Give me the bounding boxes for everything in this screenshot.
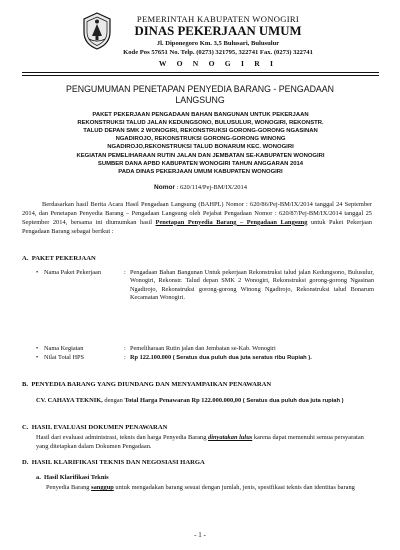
hps-amount-words: ( Seratus dua puluh dua juta seratus ribu Rupiah ). [171,355,312,361]
clarification-text: Penyedia Barang [46,484,92,491]
detail-value: Pemeliharaan Rutin jalan dan Jembatan se-Kab. Wonogiri [130,345,276,352]
subsection-a-title: Hasil Klarifikasi Teknis [44,474,109,481]
document-number [22,184,379,191]
header-divider-thick [22,72,379,73]
company-name: CV. CAHAYA TEKNIK, [36,397,103,404]
evaluation-text: Hasil dari evaluasi administrasi, teknis dan harga Penyedia Barang [36,434,209,441]
bullet-icon: • [36,354,39,361]
section-d-letter: D. [22,459,29,466]
detail-value [130,354,374,362]
subsection-a-letter: a. [36,474,41,481]
detail-colon: : [124,269,126,276]
bullet-icon: • [36,345,39,352]
detail-label: Nilai Total HPS [44,354,85,361]
header-city: W O N O G I R I [158,59,278,68]
detail-value: Pengadaan Bahan Bangunan Untuk pekerjaan Rekonstruksi talud jalan Kedungsono, Bulusulur, Wonogiri, Rekonstr. Talud depan SMK 2 Wonogiri, Rekonstruksi gorong-gorong Ngasinan Ngadirojo, Rekonstruksi gorong-gorong Winong Ngadirojo, Rekonstruksi talud Bonarum Kecamatan Wonogiri. [130,269,374,301]
section-b-heading [22,381,271,388]
detail-colon: : [124,345,126,352]
header-government: PEMERINTAH KABUPATEN WONOGIRI [136,14,300,24]
section-c-letter: C. [22,424,29,431]
page-number: - 1 - [194,531,206,539]
intro-text-end: untuk Paket Pekerjaan Pengadaan Barang sebagai berikut : [22,218,372,235]
header-address: Jl. Diponegoro Km. 3,5 Bulusari, Bulusulur [156,40,280,47]
section-c-heading [22,424,167,431]
detail-colon: : [124,354,126,361]
subtitle-line: KEGIATAN PEMELIHARAAN RUTIN JALAN DAN JEMBATAN SE-KABUPATEN WONOGIRI [76,153,325,159]
subtitle-line: NGADIROJO,REKONSTRUKSI TALUD BONARUM KEC. WONOGIRI [107,144,294,150]
subtitle-line: NGADIROJO, REKONSTRUKSI GORONG-GORONG WINONG [115,136,286,142]
section-a-title: PAKET PEKERJAAN [31,255,96,262]
announcement-title-line2: LANGSUNG [175,95,225,105]
clarification-underlined: sanggup [91,484,114,491]
subsection-a-heading [36,474,109,481]
offer-connector: dengan [102,397,125,404]
announcement-title: PENGUMUMAN PENETAPAN PENYEDIA BARANG - PENGADAAN [65,84,335,94]
intro-text: Berdasarkan hasil Berita Acara Hasil Pengadaan Langsung (BAHPL) Nomor : 620/86/Pej-BM/IX/2014 tanggal 24 September 2014, dan Penetapan Penyedia Barang – Pengadaan Langsung oleh Pejabat Pengadaan Nomor : 620/87/Pej-BM/IX/2014 tanggal 25 September 2014, bersama ini diumumkan hasil [22,201,372,226]
detail-label: Nama Kegiatan [44,345,84,352]
hps-amount: Rp 122.100.000 [130,354,172,361]
section-d-heading [22,459,205,466]
offer-amount-words: ( Seratus dua puluh dua juta rupiah ) [241,398,344,404]
subtitle-line: PADA DINAS PEKERJAAN UMUM KABUPATEN WONOGIRI [118,169,283,175]
section-a-heading [22,255,96,262]
subtitle-line: TALUD DEPAN SMK 2 WONOGIRI, REKONSTRUKSI GORONG-GORONG NGASINAN [83,128,318,134]
evaluation-result [36,434,372,451]
offer-amount: Total Harga Penawaran Rp 122.000.000,00 [124,397,242,404]
winning-offer [36,397,374,406]
subtitle-line: PAKET PEKERJAAN PENGADAAN BAHAN BANGUNAN UNTUK PEKERJAAN [92,112,309,118]
header-divider-thin [22,75,379,76]
bullet-icon: • [36,269,39,276]
detail-row-package-name [36,269,376,344]
header-department: DINAS PEKERJAAN UMUM [134,24,302,38]
section-c-title: HASIL EVALUASI DOKUMEN PENAWARAN [31,424,168,431]
evaluation-text-end: karena dapat memenuhi semua persyaratan yang ditetapkan dalam Dokumen Pengadaan. [36,434,364,450]
section-b-letter: B. [22,381,29,388]
detail-label: Nama Paket Pekerjaan [44,269,101,276]
regency-crest-icon [82,12,112,50]
technical-clarification [46,484,372,493]
header-contact: Kode Pos 57651 No. Telp. (0273) 321795, 322741 Fax. (0273) 322741 [123,49,313,56]
section-d-title: HASIL KLARIFIKASI TEKNIS DAN NEGOSIASI HARGA [31,459,205,466]
document-number-value: : 620/114/Pej-BM/IX/2014 [174,184,247,191]
evaluation-status: dinyatakan lulus [208,434,253,441]
subtitle-line: REKONSTRUKSI TALUD JALAN KEDUNGSONO, BULUSULUR, WONOGIRI, REKONSTR. [77,120,324,126]
intro-underlined: Penetapan Penyedia Barang – Pengadaan Langsung [155,218,308,226]
section-a-letter: A. [22,255,29,262]
intro-paragraph [22,201,372,237]
section-b-title: PENYEDIA BARANG YANG DIUNDANG DAN MENYAMPAIKAN PENAWARAN [31,381,272,388]
subtitle-line: SUMBER DANA APBD KABUPATEN WONOGIRI TAHUN ANGGARAN 2014 [97,161,304,167]
document-number-label: Nomor [154,184,175,191]
clarification-text-end: untuk mengadakan barang sesuai dengan jumlah, jenis, spesifikasi teknis dan identitas barang [113,484,355,491]
